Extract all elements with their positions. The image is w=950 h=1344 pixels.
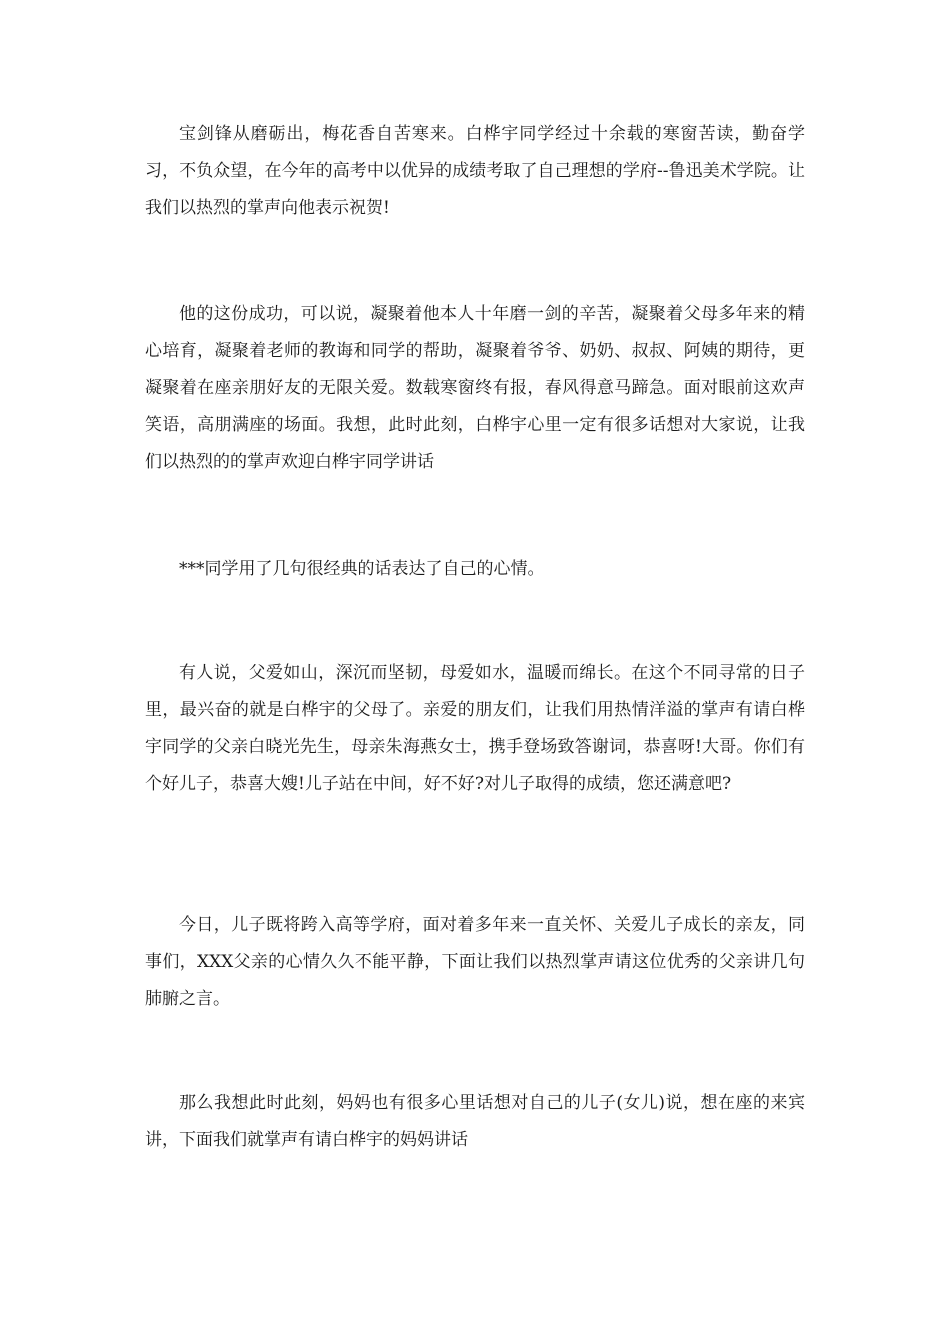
paragraph-6: 那么我想此时此刻，妈妈也有很多心里话想对自己的儿子(女儿)说，想在座的来宾讲，下面我们就掌声有请白桦宇的妈妈讲话 — [145, 1093, 805, 1150]
paragraph-2: 他的这份成功，可以说，凝聚着他本人十年磨一剑的辛苦，凝聚着父母多年来的精心培育，凝聚着老师的教诲和同学的帮助，凝聚着爷爷、奶奶、叔叔、阿姨的期待，更凝聚着在座亲朋好友的无限关爱。数载寒窗终有报，春风得意马蹄急。面对眼前这欢声笑语，高朋满座的场面。我想，此时此刻，白桦宇心里一定有很多话想对大家说，让我们以热烈的的掌声欢迎白桦宇同学讲话 — [145, 304, 805, 472]
paragraph-4: 有人说，父爱如山，深沉而坚韧，母爱如水，温暖而绵长。在这个不同寻常的日子里，最兴奋的就是白桦宇的父母了。亲爱的朋友们，让我们用热情洋溢的掌声有请白桦宇同学的父亲白晓光先生，母亲朱海燕女士，携手登场致答谢词，恭喜呀!大哥。你们有个好儿子，恭喜大嫂!儿子站在中间，好不好?对儿子取得的成绩，您还满意吧? — [145, 663, 805, 794]
paragraph-5: 今日，儿子既将跨入高等学府，面对着多年来一直关怀、关爱儿子成长的亲友，同事们，XXX父亲的心情久久不能平静，下面让我们以热烈掌声请这位优秀的父亲讲几句肺腑之言。 — [145, 915, 805, 1009]
paragraph-3: ***同学用了几句很经典的话表达了自己的心情。 — [179, 559, 545, 579]
paragraph-1: 宝剑锋从磨砺出，梅花香自苦寒来。白桦宇同学经过十余载的寒窗苦读，勤奋学习，不负众望，在今年的高考中以优异的成绩考取了自己理想的学府--鲁迅美术学院。让我们以热烈的掌声向他表示祝贺! — [145, 124, 805, 218]
